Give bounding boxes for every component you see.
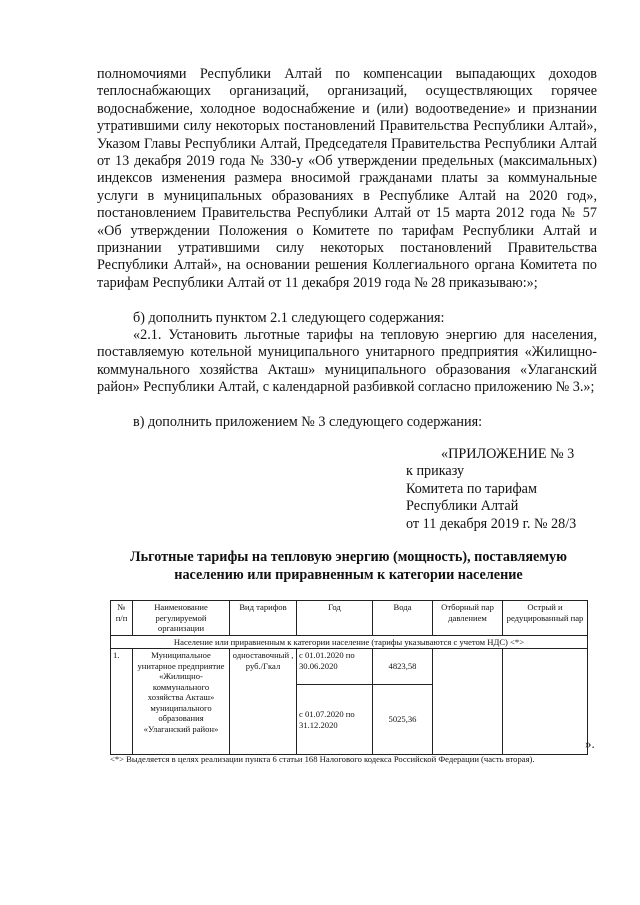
closing-quote: ». xyxy=(585,736,595,751)
group-label: Население или приравненным к категории население (тарифы указываются с учетом НДС) <*> xyxy=(111,635,588,649)
row-value-2: 5025,36 xyxy=(373,685,433,755)
header-steam-selected: Отборный пар давлением xyxy=(433,601,503,636)
item-v: в) дополнить приложением № 3 следующего содержания: xyxy=(133,414,483,430)
header-num: № п/п xyxy=(111,601,133,636)
row-org: Муниципальное унитарное предприятие «Жилищно-коммунального хозяйства Акташ» муниципального образования «Улаганский район» xyxy=(133,649,230,755)
row-type: одноставочный , руб./Гкал xyxy=(230,649,297,755)
header-org: Наименование регулируемой организации xyxy=(133,601,230,636)
footnote: <*> Выделяется в целях реализации пункта 6 статьи 168 Налогового кодекса Российской Федерации (часть вторая). xyxy=(110,754,535,764)
appendix-line-2: к приказу xyxy=(406,463,465,480)
row-steam-selected xyxy=(433,649,503,755)
header-year: Год xyxy=(297,601,373,636)
appendix-header xyxy=(406,446,576,533)
row-num: 1. xyxy=(111,649,133,755)
item-2-1: «2.1. Установить льготные тарифы на тепловую энергию для населения, поставляемую котельной муниципального унитарного предприятия «Жилищно-коммунального хозяйства Акташ» муниципального образования «Улаганский район» Республики Алтай, с календарной разбивкой согласно приложению № 3.»; xyxy=(97,327,597,396)
row-value-1: 4823,58 xyxy=(373,649,433,685)
appendix-line-4: Республики Алтай xyxy=(406,498,519,515)
header-steam-sharp: Острый и редуцированный пар xyxy=(503,601,588,636)
table-row xyxy=(111,649,588,685)
header-type: Вид тарифов xyxy=(230,601,297,636)
row-period-2: с 01.07.2020 по 31.12.2020 xyxy=(297,685,373,755)
table-title: Льготные тарифы на тепловую энергию (мощность), поставляемую населению или приравненным к категории население xyxy=(130,549,567,583)
appendix-line-3: Комитета по тарифам xyxy=(406,480,537,497)
appendix-line-5: от 11 декабря 2019 г. № 28/3 xyxy=(406,515,577,532)
table-group-row xyxy=(111,635,588,649)
header-water: Вода xyxy=(373,601,433,636)
row-steam-sharp xyxy=(503,649,588,755)
row-period-1: с 01.01.2020 по 30.06.2020 xyxy=(297,649,373,685)
appendix-line-1: «ПРИЛОЖЕНИЕ № 3 xyxy=(441,446,575,462)
table-header-row xyxy=(111,601,588,636)
paragraph-continued: полномочиями Республики Алтай по компенсации выпадающих доходов теплоснабжающих организаций, организаций, осуществляющих горячее водоснабжение, холодное водоснабжение и (или) водоотведение» и признании утратившими силу некоторых постановлений Правительства Республики Алтай», Указом Главы Республики Алтай, Председателя Правительства Республики Алтай от 13 декабря 2019 года № 330-у «Об утверждении предельных (максимальных) индексов изменения размера вносимой гражданами платы за коммунальные услуги в муниципальных образованиях в Республике Алтай на 2020 год», постановлением Правительства Республики Алтай от 15 марта 2012 года № 57 «Об утверждении Положения о Комитете по тарифам Республики Алтай и признании утратившими силу некоторых постановлений Правительства Республики Алтай», на основании решения Коллегиального органа Комитета по тарифам Республики Алтай от 11 декабря 2019 года № 28 приказываю:»; xyxy=(97,66,597,291)
tariffs-table xyxy=(110,600,588,755)
item-b: б) дополнить пунктом 2.1 следующего содержания: xyxy=(133,310,445,326)
